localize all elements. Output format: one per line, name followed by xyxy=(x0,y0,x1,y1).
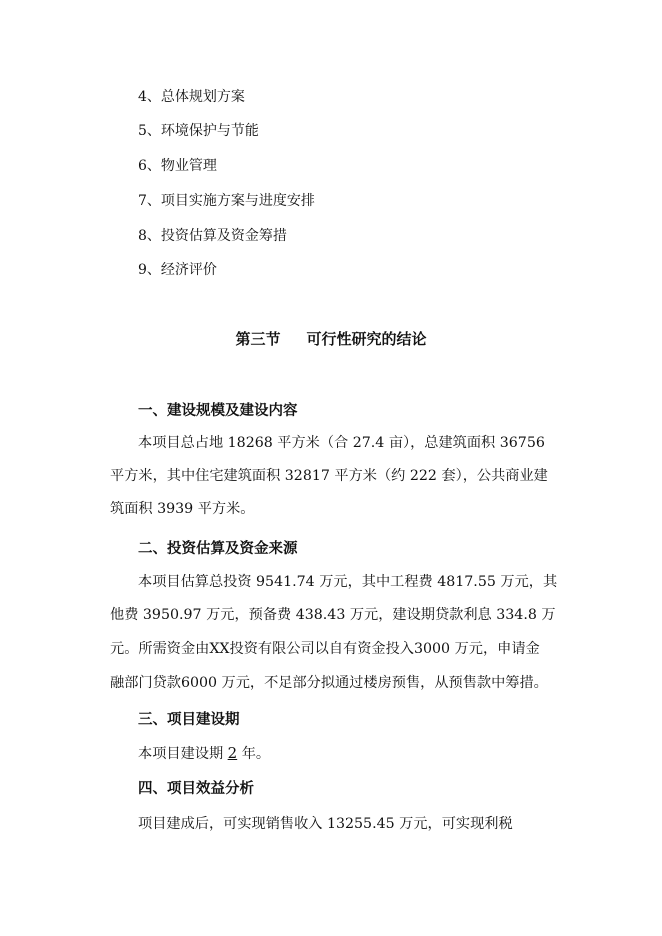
section-label: 第三节 xyxy=(235,330,281,348)
heading-benefit-analysis: 四、项目效益分析 xyxy=(138,780,254,797)
period-prefix: 本项目建设期 xyxy=(138,746,228,762)
plan-item-9: 9、经济评价 xyxy=(138,262,217,278)
plan-item-5: 5、环境保护与节能 xyxy=(138,123,259,139)
investment-paragraph-line-1: 本项目估算总投资 9541.74 万元，其中工程费 4817.55 万元，其 xyxy=(138,574,558,590)
section-title xyxy=(0,329,662,349)
heading-construction-period: 三、项目建设期 xyxy=(138,711,240,728)
plan-item-8: 8、投资估算及资金筹措 xyxy=(138,228,287,244)
scale-paragraph-line-3: 筑面积 3939 平方米。 xyxy=(110,501,255,517)
benefit-paragraph-line-1: 项目建成后，可实现销售收入 13255.45 万元，可实现利税 xyxy=(138,816,513,832)
scale-paragraph-line-1: 本项目总占地 18268 平方米（合 27.4 亩），总建筑面积 36756 xyxy=(138,435,545,451)
heading-construction-scale: 一、建设规模及建设内容 xyxy=(138,402,298,419)
section-heading: 可行性研究的结论 xyxy=(306,330,427,348)
investment-paragraph-line-2: 他费 3950.97 万元，预备费 438.43 万元，建设期贷款利息 334.8 万 xyxy=(110,607,556,623)
investment-paragraph-line-4: 融部门贷款6000 万元，不足部分拟通过楼房预售，从预售款中筹措。 xyxy=(110,675,548,691)
period-suffix: 年。 xyxy=(237,746,271,762)
plan-item-6: 6、物业管理 xyxy=(138,158,217,174)
period-value: 2 xyxy=(227,744,238,762)
heading-investment: 二、投资估算及资金来源 xyxy=(138,540,298,557)
plan-item-7: 7、项目实施方案与进度安排 xyxy=(138,193,315,209)
period-paragraph xyxy=(138,744,270,764)
investment-paragraph-line-3: 元。所需资金由XX投资有限公司以自有资金投入3000 万元，申请金 xyxy=(110,641,540,657)
scale-paragraph-line-2: 平方米，其中住宅建筑面积 32817 平方米（约 222 套），公共商业建 xyxy=(110,468,548,484)
plan-item-4: 4、总体规划方案 xyxy=(138,89,245,105)
